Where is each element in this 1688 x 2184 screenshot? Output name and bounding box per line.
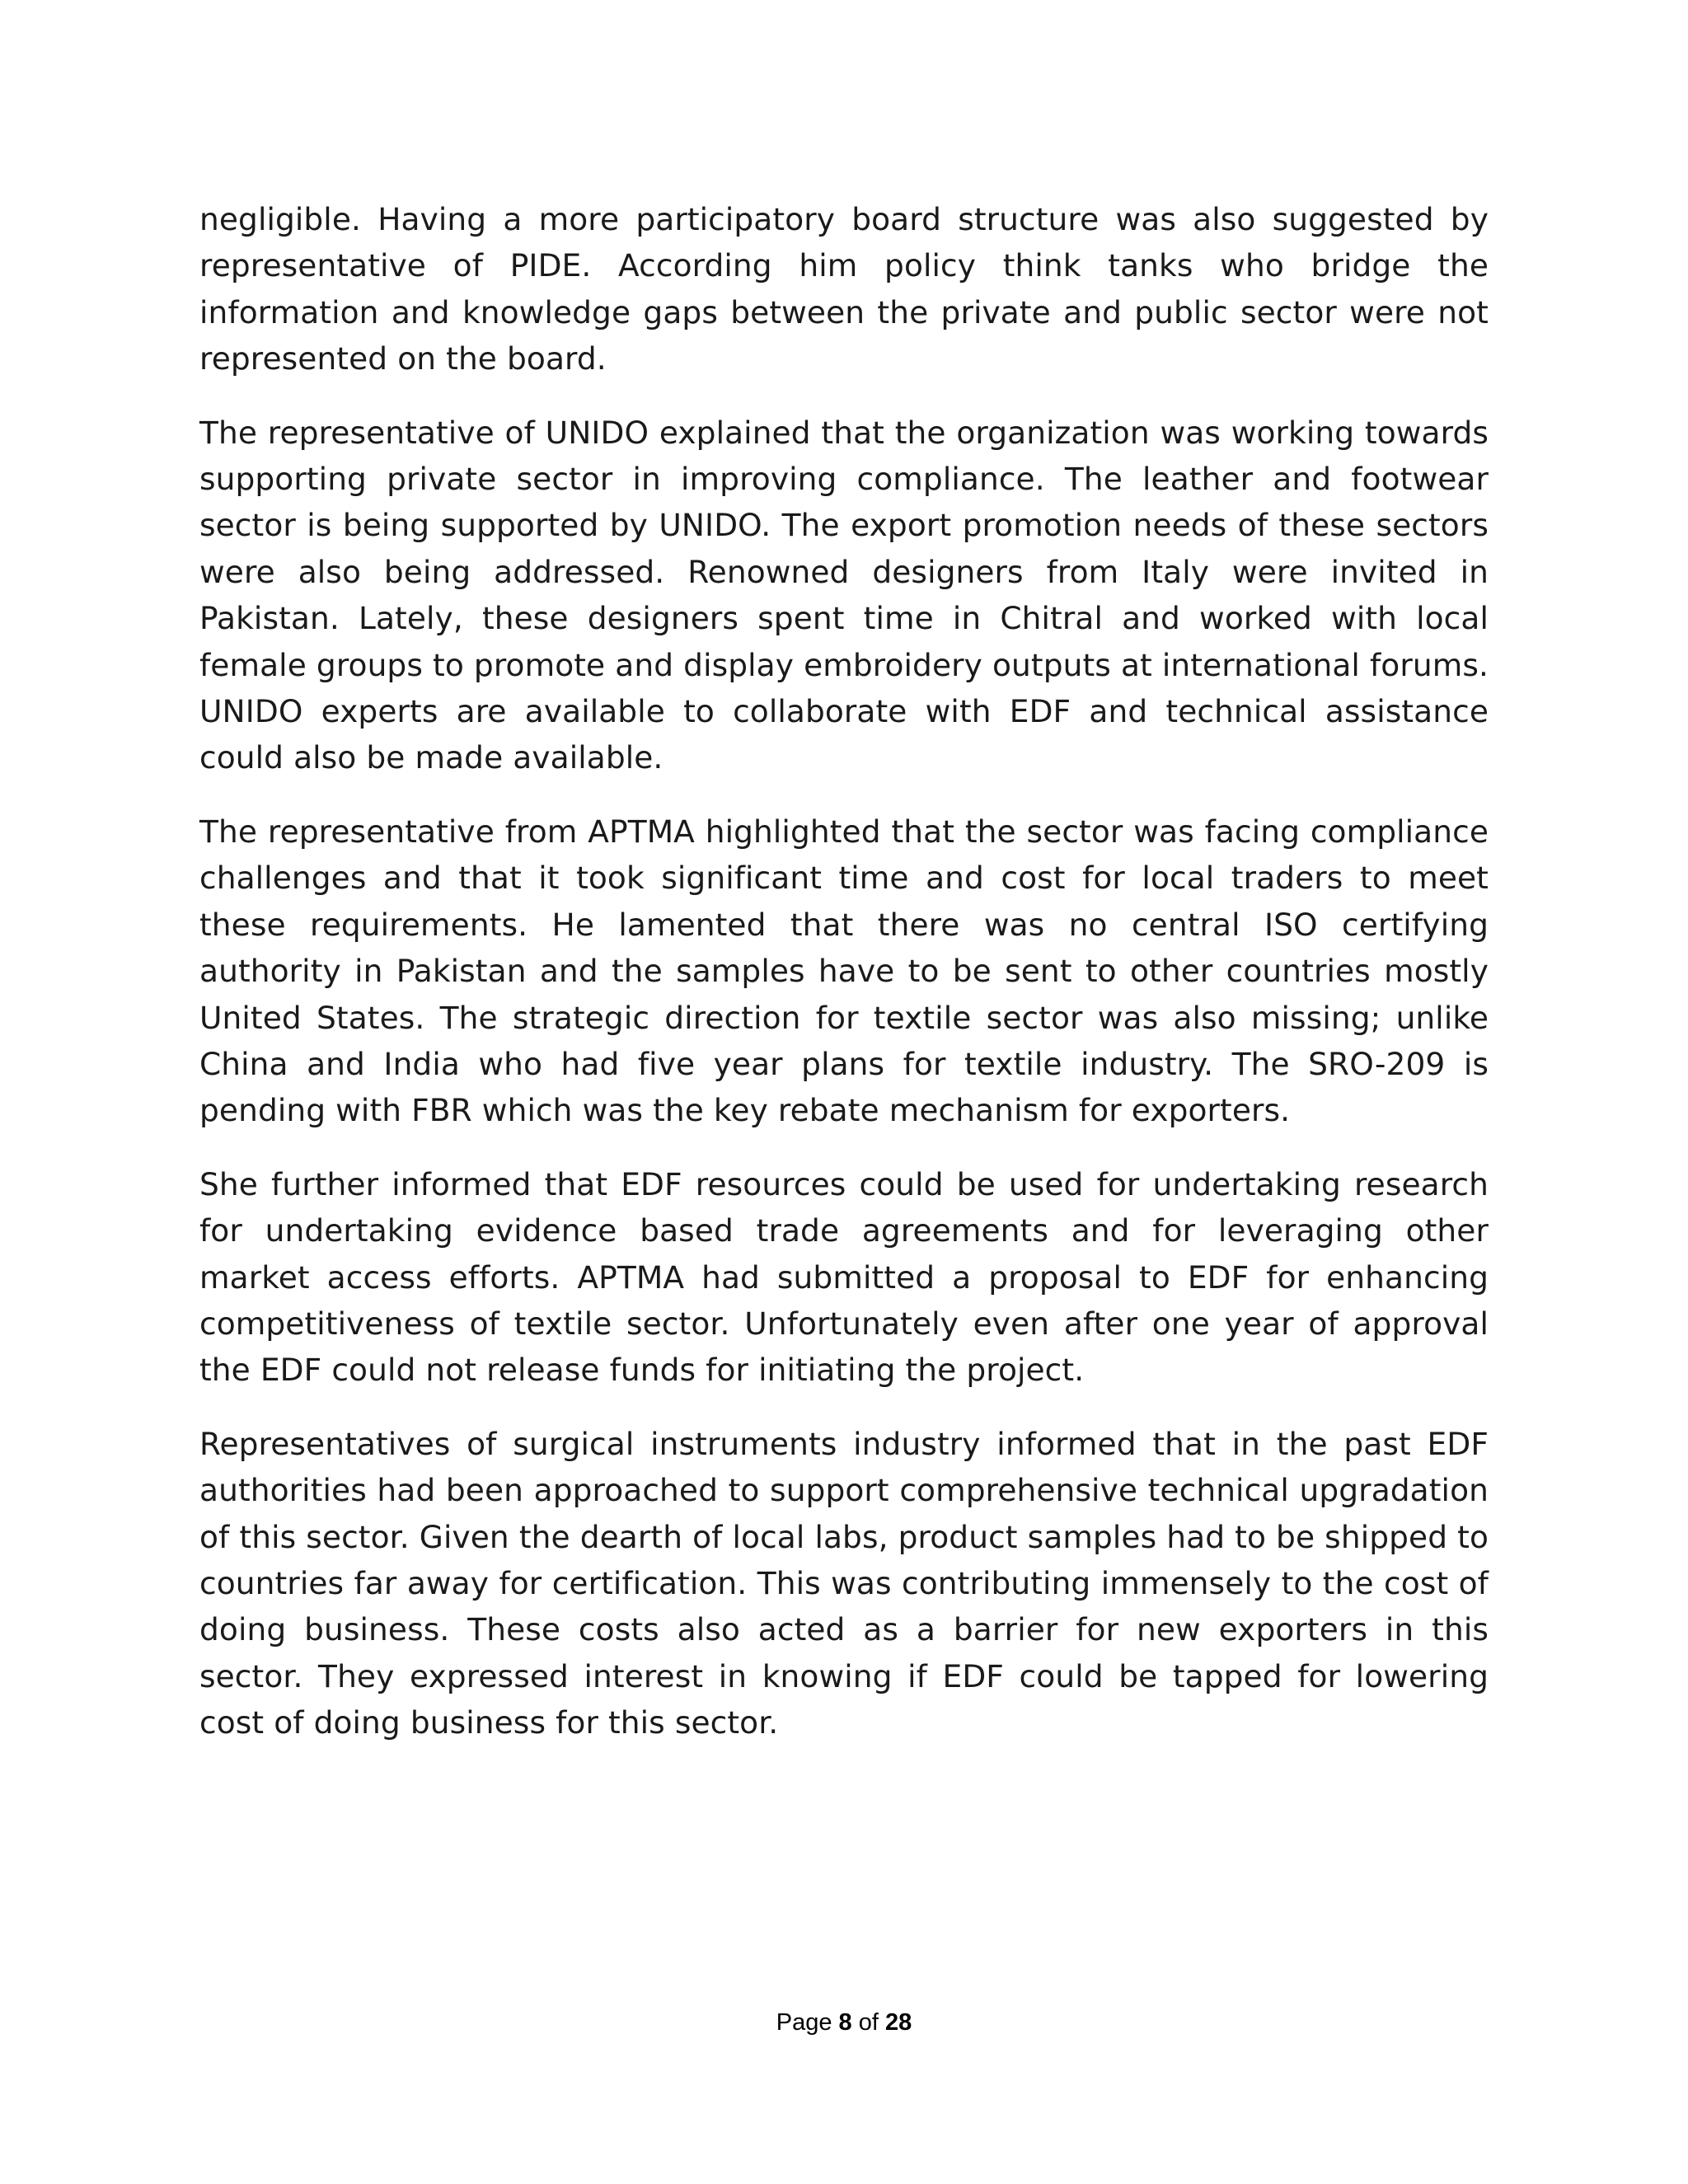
of-label: of: [858, 2009, 879, 2036]
paragraph-2: The representative of UNIDO explained that the organization was working towards supporting private sector in improving compliance. The leather and footwear sector is being supported by UNIDO. The export promotion needs of these sectors were also being addressed. Renowned designers from Italy were invited in Pakistan. Lately, these designers spent time in Chitral and worked with local female groups to promote and display embroidery outputs at international forums. UNIDO experts are available to collaborate with EDF and technical assistance could also be made available.: [199, 414, 1489, 776]
paragraph-5: Representatives of surgical instruments industry informed that in the past EDF authorities had been approached to support comprehensive technical upgradation of this sector. Given the dearth of local labs, product samples had to be shipped to countries far away for certification. This was contributing immensely to the cost of doing business. These costs also acted as a barrier for new exporters in this sector. They expressed interest in knowing if EDF could be tapped for lowering cost of doing business for this sector.: [199, 1425, 1489, 1741]
paragraph-4: She further informed that EDF resources could be used for undertaking research for undertaking evidence based trade agreements and for leveraging other market access efforts. APTMA had submitted a proposal to EDF for enhancing competitiveness of textile sector. Unfortunately even after one year of approval the EDF could not release funds for initiating the project.: [199, 1165, 1489, 1389]
body-text: [199, 196, 1489, 1774]
paragraph-1: negligible. Having a more participatory board structure was also suggested by representative of PIDE. According him policy think tanks who bridge the information and knowledge gaps between the private and public sector were not represented on the board.: [199, 201, 1489, 377]
page-footer: [0, 2009, 1688, 2036]
total-pages: 28: [884, 2009, 912, 2036]
page-label: Page: [776, 2009, 832, 2036]
page-number: 8: [838, 2009, 852, 2036]
paragraph-3: The representative from APTMA highlighted that the sector was facing compliance challenges and that it took significant time and cost for local traders to meet these requirements. He lamented that there was no central ISO certifying authority in Pakistan and the samples have to be sent to other countries mostly United States. The strategic direction for textile sector was also missing; unlike China and India who had five year plans for textile industry. The SRO-209 is pending with FBR which was the key rebate mechanism for exporters.: [199, 813, 1489, 1129]
